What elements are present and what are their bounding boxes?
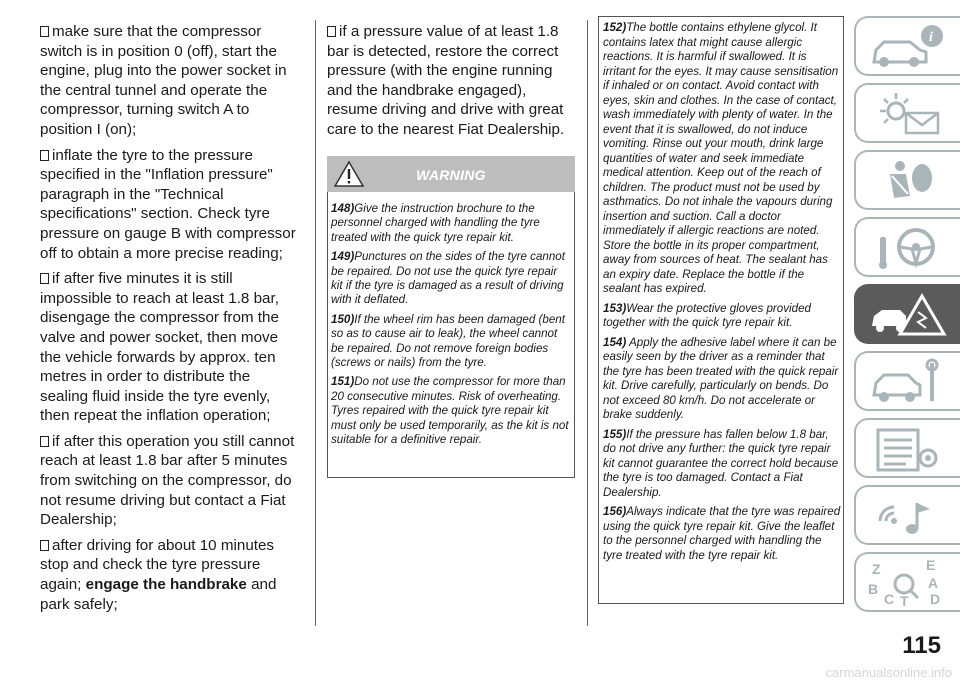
tab-warning-lights[interactable] <box>854 83 960 143</box>
tab-maintenance[interactable] <box>854 351 960 411</box>
warning-note: 149)Punctures on the sides of the tyre cannot be repaired. Do not use the quick tyre repair kit if the tyre is damaged as a result of driving with it deflated. <box>331 250 565 307</box>
car-info-icon <box>866 22 950 72</box>
warning-title: WARNING <box>416 167 486 183</box>
checkbox-bullet-icon <box>40 273 49 284</box>
bullet-item: make sure that the compressor switch is in position 0 (off), start the engine, plug into the power socket in the central tunnel and operate the compressor, turning switch A to position I (on); <box>40 23 287 138</box>
warning-note: 151)Do not use the compressor for more than 20 consecutive minutes. Risk of overheating. Tyres repaired with the quick tyre repair kit must only be used temporarily, as the kit is not suitable for a definitive repair. <box>331 375 569 447</box>
tab-multimedia[interactable] <box>854 485 960 545</box>
maintenance-icon <box>866 357 950 407</box>
index-icon <box>866 558 950 608</box>
warning-note: 155)If the pressure has fallen below 1.8 bar, do not drive any further: the quick tyre repair kit cannot guarantee the correct hold because the tyre is too damaged. Contact a Fiat Dealership. <box>603 427 839 499</box>
tab-car-info[interactable] <box>854 16 960 76</box>
warning-note: 154) Apply the adhesive label where it can be easily seen by the driver as a reminder that the tyre has been treated with the quick repair kit. Drive carefully, particularly on bends. Do not exceed 80 km/h. Do not accelerate or brake suddenly. <box>603 335 839 421</box>
warning-note: 148)Give the instruction brochure to the personnel charged with handling the tyre treated with the quick tyre repair kit. <box>331 202 540 244</box>
airbag-safety-icon <box>866 156 950 206</box>
tab-starting-driving[interactable] <box>854 217 960 277</box>
warning-lights-icon <box>866 89 950 139</box>
warning-note: 150)If the wheel rim has been damaged (bent so as to cause air to leak), the wheel cannot be repaired. Do not remove foreign bodies (screws or nails) from the tyre. <box>331 312 565 370</box>
warning-box <box>327 156 575 478</box>
warning-body <box>327 192 575 478</box>
tab-technical-data[interactable] <box>854 418 960 478</box>
technical-data-icon <box>866 424 950 474</box>
warning-note: 153)Wear the protective gloves provided together with the quick tyre repair kit. <box>603 301 811 329</box>
index-letter-z: Z <box>872 561 881 577</box>
column-divider <box>587 20 588 626</box>
bullet-item: inflate the tyre to the pressure specified in the "Inflation pressure" paragraph in the "Technical specifications" section. Check tyre pressure on gauge B with compressor off to obtain a more precise reading; <box>40 146 296 262</box>
page-number: 115 <box>902 632 941 659</box>
checkbox-bullet-icon <box>40 436 49 447</box>
tab-index[interactable] <box>854 552 960 612</box>
warning-note: 152)The bottle contains ethylene glycol. It contains latex that might cause allergic reactions. It is harmful if swallowed. It is irritant for the eyes. It may cause sensitisation if inhaled or on contact. Avoid contact with eyes, skin and clothes. In the case of contact, wash immediately with plenty of water. In the event that it is swallowed, do not induce vomiting. Rinse out your mouth, drink large quantities of water and seek immediate medical attention. Keep out of the reach of children. The product must not be used by asthmatics. Do not inhale the vapours during insertion and suction. Call a doctor immediately if allergic reactions are noted. Store the bottle in its proper compartment, away from sources of heat. The sealant has an expiry date. Replace the bottle if the sealant has expired. <box>603 21 839 295</box>
column-left <box>40 22 302 620</box>
chapter-tabs <box>854 16 960 619</box>
bullet-item: if after five minutes it is still impossible to reach at least 1.8 bar, disengage the compressor from the valve and power socket, then move the vehicle forwards by approx. ten metres in order to distribute the sealing fluid inside the tyre evenly, then repeat the inflation operation; <box>40 270 279 425</box>
checkbox-bullet-icon <box>40 150 49 161</box>
index-letter-t: T <box>900 593 909 608</box>
index-letter-a: A <box>928 575 939 591</box>
svg-text:i: i <box>929 30 933 45</box>
bullet-item: after driving for about 10 minutes stop and check the tyre pressure again; engage the handbrake and park safely; <box>40 536 277 613</box>
index-letter-c: C <box>884 591 895 607</box>
checkbox-bullet-icon <box>40 26 49 37</box>
emergency-icon <box>866 290 950 340</box>
checkbox-bullet-icon <box>40 540 49 551</box>
warning-header <box>327 156 575 192</box>
bold-instruction: engage the handbrake <box>85 576 247 594</box>
tab-safety[interactable] <box>854 150 960 210</box>
checkbox-bullet-icon <box>327 26 336 37</box>
column-right-notes <box>598 16 844 604</box>
multimedia-icon <box>866 491 950 541</box>
column-middle <box>327 22 575 146</box>
index-letter-d: D <box>930 591 941 607</box>
starting-driving-icon <box>866 223 950 273</box>
index-letter-e: E <box>926 558 936 573</box>
watermark: carmanualsonline.info <box>825 665 952 680</box>
column-divider <box>315 20 316 626</box>
index-letter-b: B <box>868 581 879 597</box>
bullet-item: if after this operation you still cannot reach at least 1.8 bar after 5 minutes from switching on the compressor, do not resume driving but contact a Fiat Dealership; <box>40 432 295 529</box>
warning-note: 156)Always indicate that the tyre was repaired using the quick tyre repair kit. Give the leaflet to the personnel charged with handling the tyre treated with the tyre repair kit. <box>603 505 841 562</box>
tab-emergency[interactable] <box>854 284 960 344</box>
bullet-item: if a pressure value of at least 1.8 bar is detected, restore the correct pressure (with the engine running and the handbrake engaged), resume driving and drive with great care to the nearest Fiat Dealership. <box>327 23 565 138</box>
